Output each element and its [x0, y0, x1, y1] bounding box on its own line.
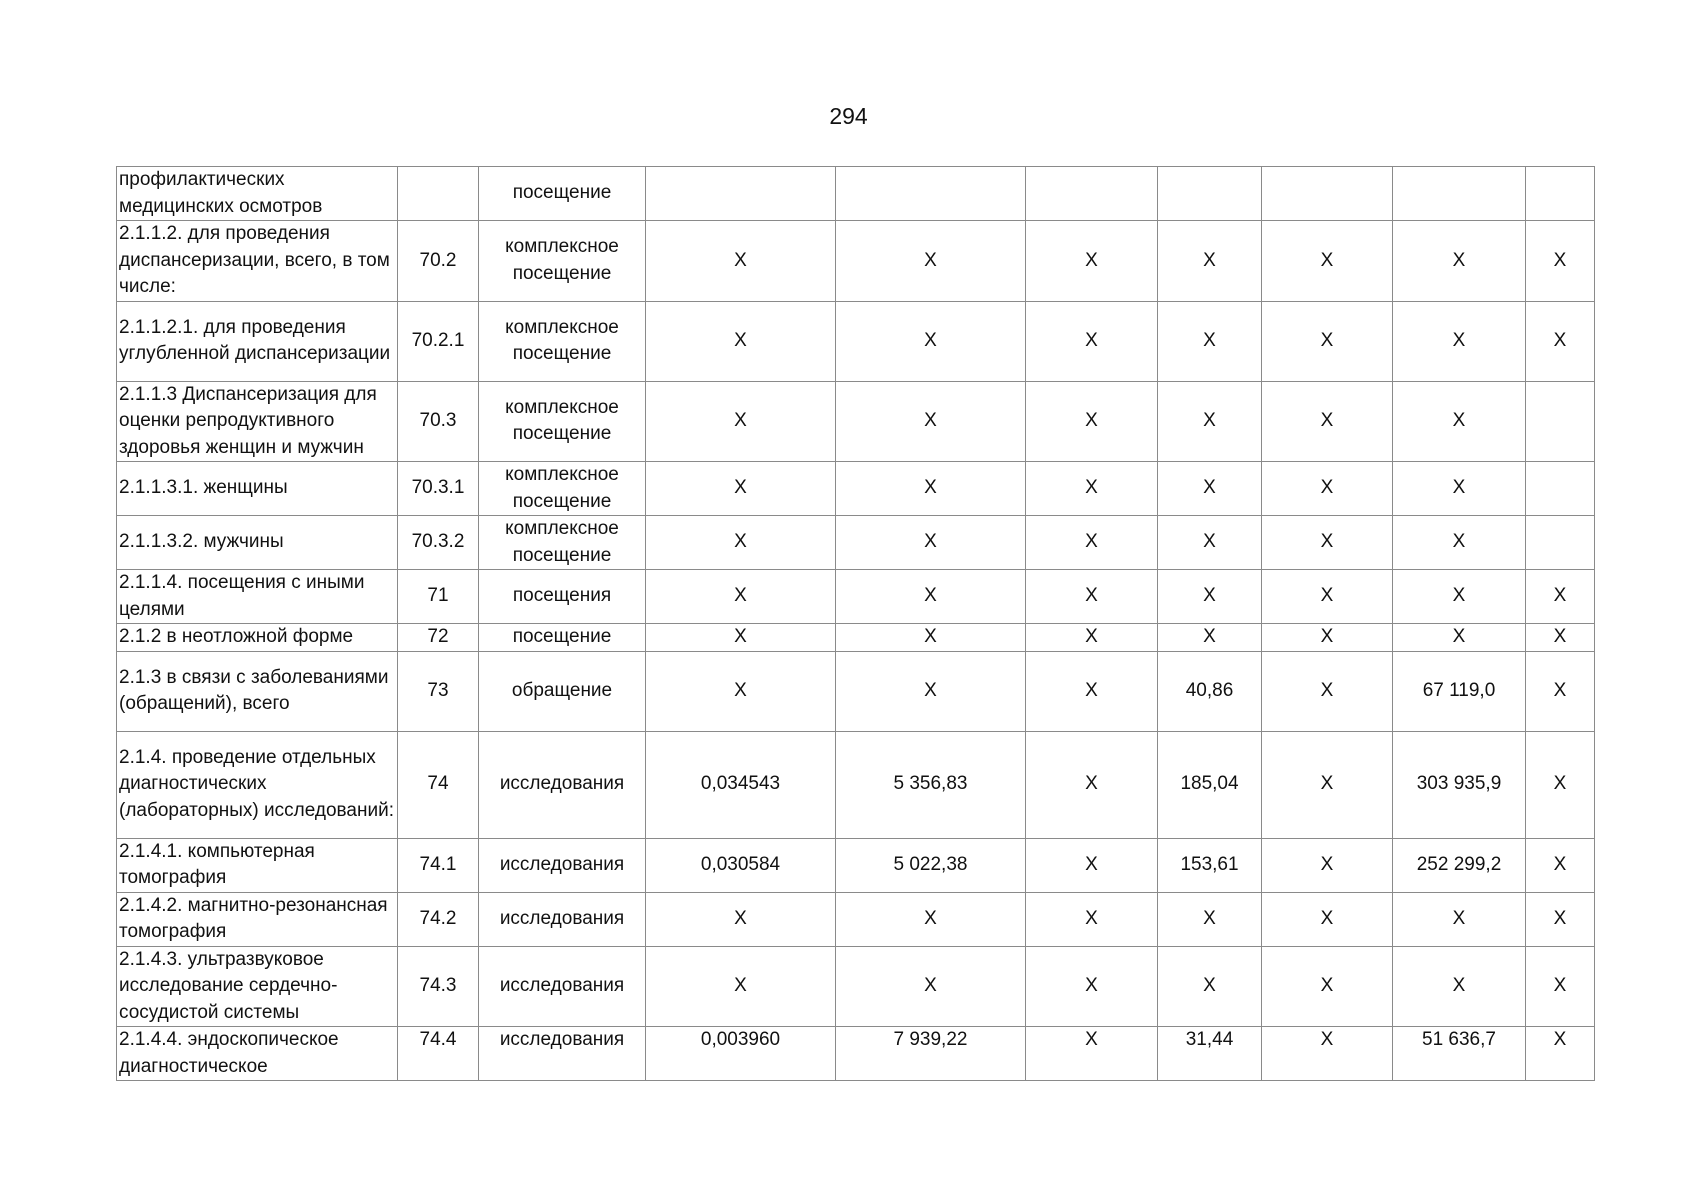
table-row: [117, 838, 1595, 892]
table-row: [117, 516, 1595, 570]
row-code: 70.3: [398, 381, 479, 462]
cell: [1526, 167, 1595, 221]
cell: 0,030584: [646, 838, 836, 892]
cell: X: [646, 624, 836, 652]
cell: X: [1158, 221, 1262, 302]
row-name: 2.1.4.4. эндоскопическое диагностическое: [117, 1027, 398, 1081]
row-name: 2.1.4.3. ультразвуковое исследование сердечно-сосудистой системы: [117, 946, 398, 1027]
row-code: 70.2.1: [398, 301, 479, 381]
cell: X: [1026, 624, 1158, 652]
cell: 185,04: [1158, 731, 1262, 838]
row-unit: исследования: [479, 838, 646, 892]
table-row: [117, 381, 1595, 462]
row-name: 2.1.1.2.1. для проведения углубленной диспансеризации: [117, 301, 398, 381]
row-name: профилактических медицинских осмотров: [117, 167, 398, 221]
cell: X: [1026, 516, 1158, 570]
row-unit: исследования: [479, 892, 646, 946]
cell: X: [1526, 892, 1595, 946]
table-row: [117, 301, 1595, 381]
cell: 40,86: [1158, 651, 1262, 731]
cell: [1262, 167, 1393, 221]
cell: X: [1026, 731, 1158, 838]
cell: 5 356,83: [836, 731, 1026, 838]
cell: X: [836, 381, 1026, 462]
cell: X: [1262, 892, 1393, 946]
row-name: 2.1.4.1. компьютерная томография: [117, 838, 398, 892]
cell: X: [1262, 838, 1393, 892]
row-name: 2.1.1.3.1. женщины: [117, 462, 398, 516]
cell: X: [646, 462, 836, 516]
cell: X: [836, 462, 1026, 516]
cell: X: [1158, 516, 1262, 570]
cell: X: [1026, 892, 1158, 946]
cell: [1526, 381, 1595, 462]
cell: X: [1262, 516, 1393, 570]
row-unit: комплексное посещение: [479, 516, 646, 570]
row-name: 2.1.1.3.2. мужчины: [117, 516, 398, 570]
cell: X: [1026, 1027, 1158, 1081]
cell: [836, 167, 1026, 221]
cell: X: [1026, 221, 1158, 302]
table-row: [117, 624, 1595, 652]
row-name: 2.1.2 в неотложной форме: [117, 624, 398, 652]
cell: 303 935,9: [1393, 731, 1526, 838]
cell: X: [1526, 301, 1595, 381]
cell: X: [1393, 570, 1526, 624]
cell: 0,034543: [646, 731, 836, 838]
cell: 67 119,0: [1393, 651, 1526, 731]
row-unit: исследования: [479, 1027, 646, 1081]
cell: X: [1393, 462, 1526, 516]
cell: X: [646, 221, 836, 302]
cell: X: [1262, 381, 1393, 462]
cell: X: [1158, 301, 1262, 381]
cell: X: [1026, 570, 1158, 624]
cell: X: [1526, 221, 1595, 302]
page-number: 294: [829, 103, 868, 129]
row-unit: исследования: [479, 946, 646, 1027]
cell: X: [1262, 301, 1393, 381]
cell: X: [1026, 381, 1158, 462]
row-code: 74.4: [398, 1027, 479, 1081]
cell: X: [646, 892, 836, 946]
cell: X: [1393, 381, 1526, 462]
cell: X: [1526, 624, 1595, 652]
row-unit: комплексное посещение: [479, 462, 646, 516]
row-code: 73: [398, 651, 479, 731]
row-code: 72: [398, 624, 479, 652]
cell: 31,44: [1158, 1027, 1262, 1081]
row-name: 2.1.1.4. посещения с иными целями: [117, 570, 398, 624]
row-unit: посещения: [479, 570, 646, 624]
cell: X: [1393, 221, 1526, 302]
cell: X: [836, 624, 1026, 652]
cell: X: [1262, 624, 1393, 652]
cell: 5 022,38: [836, 838, 1026, 892]
cell: [1393, 167, 1526, 221]
table-row: [117, 731, 1595, 838]
row-code: 71: [398, 570, 479, 624]
cell: X: [836, 221, 1026, 302]
table-row: [117, 946, 1595, 1027]
cell: [1026, 167, 1158, 221]
row-code: [398, 167, 479, 221]
cell: X: [646, 570, 836, 624]
cell: X: [1262, 221, 1393, 302]
cell: [1526, 516, 1595, 570]
data-table: [116, 166, 1595, 1081]
cell: X: [836, 570, 1026, 624]
cell: X: [1158, 570, 1262, 624]
row-unit: обращение: [479, 651, 646, 731]
cell: X: [1158, 381, 1262, 462]
cell: X: [836, 946, 1026, 1027]
cell: X: [1026, 838, 1158, 892]
row-name: 2.1.4.2. магнитно-резонансная томография: [117, 892, 398, 946]
cell: X: [1262, 462, 1393, 516]
cell: X: [1526, 731, 1595, 838]
cell: X: [1158, 624, 1262, 652]
row-name: 2.1.3 в связи с заболеваниями (обращений), всего: [117, 651, 398, 731]
row-name: 2.1.1.2. для проведения диспансеризации, всего, в том числе:: [117, 221, 398, 302]
cell: X: [646, 301, 836, 381]
cell: [1158, 167, 1262, 221]
cell: X: [1026, 301, 1158, 381]
table-row: [117, 167, 1595, 221]
cell: X: [1026, 651, 1158, 731]
table-row: [117, 651, 1595, 731]
row-unit: исследования: [479, 731, 646, 838]
cell: X: [1262, 946, 1393, 1027]
cell: X: [1158, 892, 1262, 946]
cell: X: [1526, 651, 1595, 731]
cell: X: [836, 651, 1026, 731]
cell: X: [646, 381, 836, 462]
cell: X: [836, 892, 1026, 946]
cell: 153,61: [1158, 838, 1262, 892]
cell: X: [1026, 946, 1158, 1027]
row-code: 74: [398, 731, 479, 838]
cell: X: [1262, 731, 1393, 838]
table-row: [117, 570, 1595, 624]
table-row: [117, 462, 1595, 516]
table-row: [117, 1027, 1595, 1081]
cell: X: [1526, 570, 1595, 624]
cell: X: [1526, 838, 1595, 892]
cell: X: [1526, 946, 1595, 1027]
cell: X: [646, 651, 836, 731]
row-name: 2.1.1.3 Диспансеризация для оценки репродуктивного здоровья женщин и мужчин: [117, 381, 398, 462]
cell: X: [1526, 1027, 1595, 1081]
row-code: 70.3.2: [398, 516, 479, 570]
cell: X: [646, 946, 836, 1027]
cell: X: [1262, 1027, 1393, 1081]
table-row: [117, 892, 1595, 946]
cell: X: [1393, 516, 1526, 570]
cell: X: [836, 516, 1026, 570]
row-unit: посещение: [479, 624, 646, 652]
table-row: [117, 221, 1595, 302]
row-unit: комплексное посещение: [479, 221, 646, 302]
cell: X: [1026, 462, 1158, 516]
cell: X: [1393, 946, 1526, 1027]
cell: X: [646, 516, 836, 570]
row-code: 74.2: [398, 892, 479, 946]
row-code: 74.3: [398, 946, 479, 1027]
cell: 252 299,2: [1393, 838, 1526, 892]
cell: [646, 167, 836, 221]
cell: X: [1262, 570, 1393, 624]
row-unit: посещение: [479, 167, 646, 221]
cell: X: [1393, 624, 1526, 652]
cell: 7 939,22: [836, 1027, 1026, 1081]
cell: X: [836, 301, 1026, 381]
cell: X: [1158, 946, 1262, 1027]
row-unit: комплексное посещение: [479, 381, 646, 462]
cell: [1526, 462, 1595, 516]
row-code: 74.1: [398, 838, 479, 892]
cell: 51 636,7: [1393, 1027, 1526, 1081]
row-name: 2.1.4. проведение отдельных диагностических (лабораторных) исследований:: [117, 731, 398, 838]
row-code: 70.3.1: [398, 462, 479, 516]
cell: X: [1158, 462, 1262, 516]
cell: 0,003960: [646, 1027, 836, 1081]
cell: X: [1262, 651, 1393, 731]
row-unit: комплексное посещение: [479, 301, 646, 381]
cell: X: [1393, 301, 1526, 381]
cell: X: [1393, 892, 1526, 946]
row-code: 70.2: [398, 221, 479, 302]
